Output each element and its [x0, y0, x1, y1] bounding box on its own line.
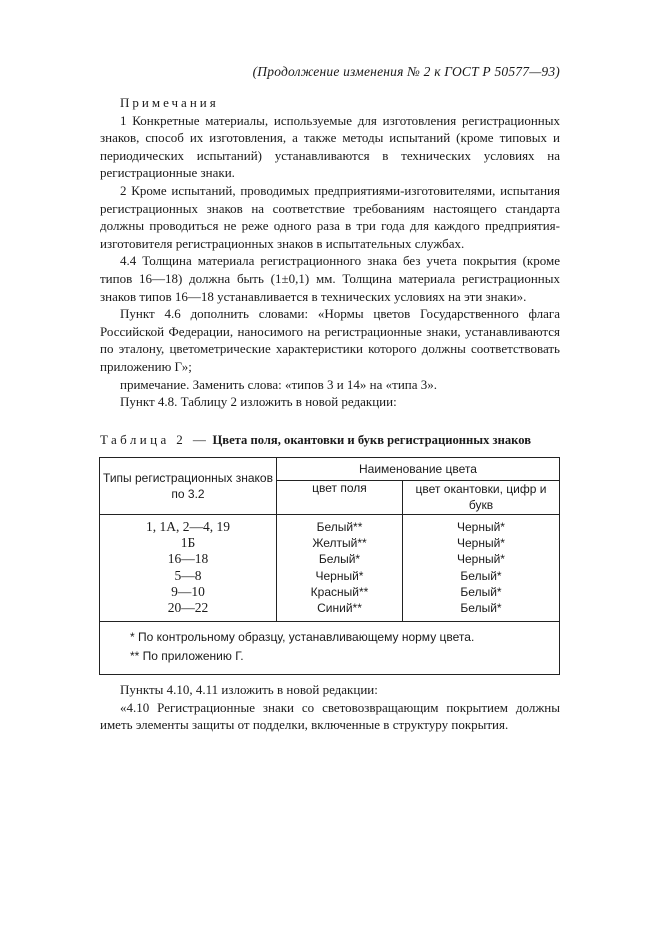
table-cell-border: Черный* — [457, 536, 505, 551]
note-2: 2 Кроме испытаний, проводимых предприятиями-изготовителями, испытания регистрационных знаков на соответствие требованиям настоящего стандарта должны проводиться не реже одного раза в три года для каждого предприятия-изготовителя регистрационных знаков в испытательных службах. — [100, 182, 560, 251]
table-cell-type: 20—22 — [167, 599, 209, 615]
table-cell-type: 1, 1А, 2—4, 19 — [146, 519, 230, 534]
field-color-column — [277, 515, 403, 622]
table-cell-field: Красный** — [310, 584, 369, 599]
table-cell-border: Белый* — [460, 600, 502, 615]
footer-text — [100, 681, 560, 734]
paragraph-4-8: Пункт 4.8. Таблицу 2 изложить в новой редакции: — [120, 394, 397, 410]
table-caption-title: Цвета поля, окантовки и букв регистрационных знаков — [212, 433, 532, 447]
table-cell-border: Белый* — [460, 568, 502, 583]
col-header-field-color: цвет поля — [277, 481, 403, 515]
table-cell-field: Синий** — [317, 600, 362, 615]
paragraph-4-6-note: примечание. Заменить слова: «типов 3 и 14» на «типа 3». — [120, 376, 438, 392]
paragraph-4-10-intro: Пункты 4.10, 4.11 изложить в новой редакции: — [120, 682, 378, 697]
col-header-border-color: цвет окантовки, цифр и букв — [403, 481, 560, 515]
table-caption — [100, 432, 562, 448]
paragraph-4-6: Пункт 4.6 дополнить словами: «Нормы цветов Государственного флага Российской Федерации, наносимого на регистрационные знаки, устанавливаются по эталону, цветометрические характеристики которого должны соответствовать приложению Г»; — [100, 306, 560, 374]
border-color-column — [403, 515, 560, 622]
table-footnotes — [100, 622, 560, 675]
continuation-header: (Продолжение изменения № 2 к ГОСТ Р 50577—93) — [252, 64, 560, 79]
footnote-2: ** По приложению Г. — [130, 649, 244, 663]
types-column — [100, 515, 277, 622]
table-cell-border: Черный* — [457, 552, 505, 567]
table-cell-border: Белый* — [460, 584, 502, 599]
table-cell-field: Черный* — [315, 568, 364, 583]
paragraph-4-4: 4.4 Толщина материала регистрационного знака без учета покрытия (кроме типов 16—18) должна быть (1±0,1) мм. Толщина материала регистрационных знаков типов 16—18 устанавливается в технических условиях на эти знаки». — [100, 253, 560, 304]
table-cell-type: 1Б — [180, 535, 196, 551]
table-cell-field: Желтый** — [312, 536, 367, 551]
col-header-types: Типы регистрационных знаков по 3.2 — [100, 458, 277, 515]
table-cell-type: 5—8 — [174, 567, 202, 583]
table-cell-border: Черный* — [457, 520, 505, 534]
table-cell-field: Белый** — [316, 520, 363, 534]
body-text — [100, 94, 560, 411]
table-caption-prefix: Таблица 2 — — [100, 432, 210, 447]
note-1: 1 Конкретные материалы, используемые для изготовления регистрационных знаков, способ их изготовления, а также методы испытаний (кроме типовых и периодических испытаний) устанавливаются в технических условиях на регистрационные знаки. — [100, 112, 560, 181]
table-cell-type: 9—10 — [171, 583, 205, 599]
colors-table — [99, 457, 560, 675]
notes-title: Примечания — [120, 95, 219, 110]
footnote-1: * По контрольному образцу, устанавливающему норму цвета. — [130, 630, 475, 644]
table-cell-type: 16—18 — [167, 551, 209, 567]
table-cell-field: Белый* — [318, 552, 361, 567]
col-header-color-name: Наименование цвета — [277, 458, 560, 481]
paragraph-4-10: «4.10 Регистрационные знаки со световозвращающим покрытием должны иметь элементы защиты от подделки, включенные в структуру покрытия. — [100, 699, 560, 733]
